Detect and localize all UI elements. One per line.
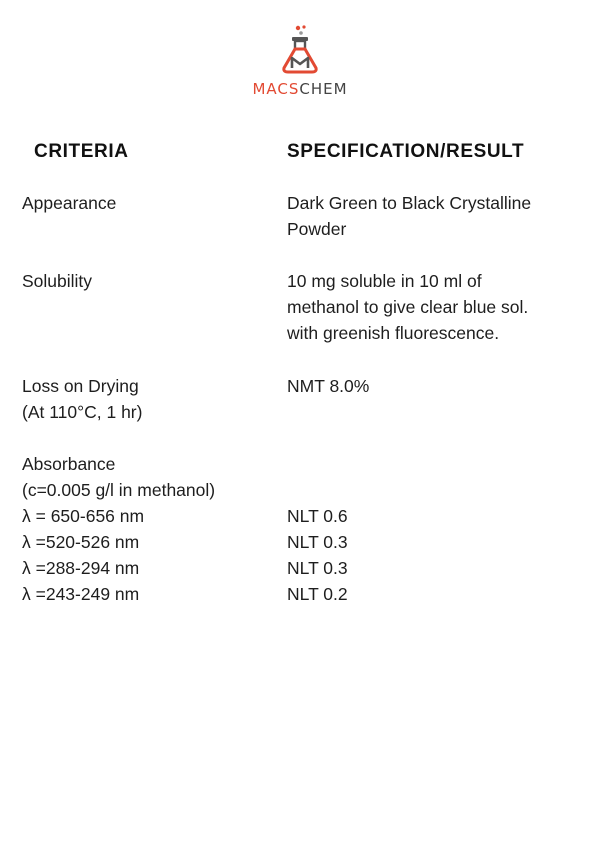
spec-wavelength-650: NLT 0.6 (287, 506, 348, 526)
spec-loss-on-drying: NMT 8.0% (287, 376, 370, 396)
criteria-loss-on-drying: Loss on Drying (22, 376, 139, 396)
spec-wavelength-520: NLT 0.3 (287, 532, 348, 552)
spec-appearance-line2: Powder (287, 219, 347, 239)
flask-molecule-logo-icon (278, 24, 322, 76)
spec-wavelength-288: NLT 0.3 (287, 558, 348, 578)
spec-solubility-line1: 10 mg soluble in 10 ml of (287, 271, 482, 291)
criteria-wavelength-243: λ =243-249 nm (22, 584, 140, 604)
specification-header: SPECIFICATION/RESULT (287, 141, 525, 162)
brand-name-part1: MACS (252, 80, 300, 98)
criteria-absorbance: Absorbance (22, 454, 116, 474)
spec-solubility-line3: with greenish fluorescence. (287, 323, 500, 343)
spec-solubility-line2: methanol to give clear blue sol. (287, 297, 529, 317)
spec-wavelength-243: NLT 0.2 (287, 584, 348, 604)
brand-name-part2: CHEM (299, 80, 348, 98)
criteria-solubility: Solubility (22, 271, 93, 291)
brand-name (0, 80, 600, 98)
criteria-wavelength-288: λ =288-294 nm (22, 558, 140, 578)
criteria-wavelength-520: λ =520-526 nm (22, 532, 140, 552)
spec-appearance-line1: Dark Green to Black Crystalline (287, 193, 532, 213)
criteria-wavelength-650: λ = 650-656 nm (22, 506, 145, 526)
criteria-absorbance-condition: (c=0.005 g/l in methanol) (22, 480, 216, 500)
criteria-loss-on-drying-condition: (At 110°C, 1 hr) (22, 402, 143, 422)
criteria-appearance: Appearance (22, 193, 117, 213)
company-logo (0, 24, 600, 98)
criteria-header: CRITERIA (34, 141, 129, 162)
